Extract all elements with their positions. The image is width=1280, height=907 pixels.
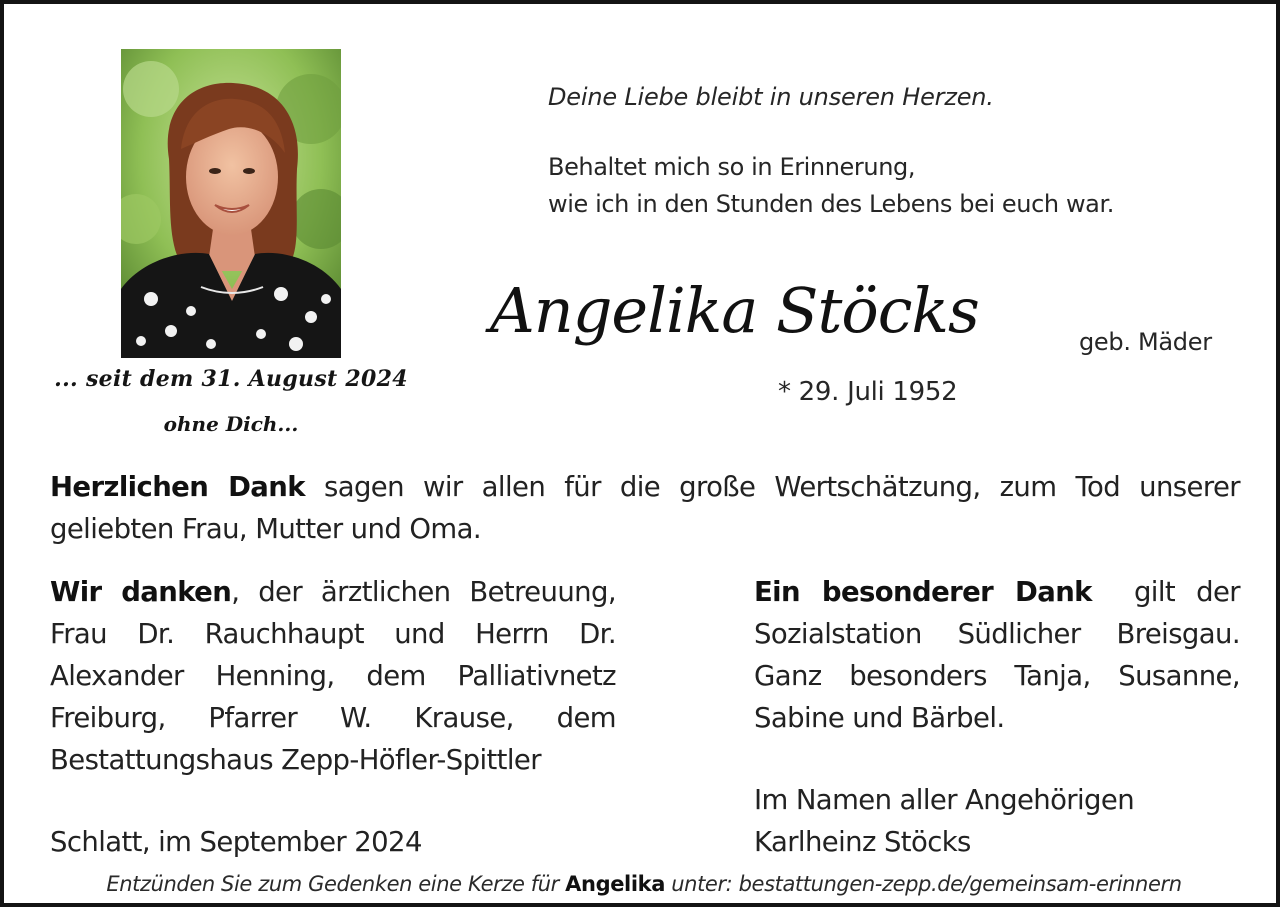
left-line-1: Wir danken, der ärztlichen Betreuung,: [50, 576, 616, 608]
left-line-3: Alexander Henning, dem Palliativnetz: [50, 660, 616, 692]
right-line-4: Sabine und Bärbel.: [754, 702, 1005, 734]
quote-line-2a: Behaltet mich so in Erinnerung,: [548, 153, 916, 181]
quote-line-2b: wie ich in den Stunden des Lebens bei euch war.: [548, 190, 1114, 218]
signoff: [754, 779, 1134, 863]
quote-line-1: Deine Liebe bleibt in unseren Herzen.: [548, 83, 994, 111]
right-thanks-column: [754, 571, 1240, 739]
left-line-5: Bestattungshaus Zepp-Höfler-Spittler: [50, 744, 541, 776]
thanks-heading: Herzlichen Dank: [50, 471, 305, 503]
birth-date: * 29. Juli 1952: [778, 377, 958, 407]
death-date-line: ... seit dem 31. August 2024: [54, 366, 408, 392]
right-line-2: Sozialstation Südlicher Breisgau.: [754, 618, 1240, 650]
candle-footer: [4, 872, 1280, 896]
left-line-4: Freiburg, Pfarrer W. Krause, dem: [50, 702, 616, 734]
footer-name: Angelika: [565, 872, 665, 896]
maiden-name: geb. Mäder: [1079, 328, 1212, 356]
place-date: Schlatt, im September 2024: [50, 826, 422, 858]
signoff-line-2: Karlheinz Stöcks: [754, 826, 971, 858]
right-line-1: Ein besonderer Dank gilt der: [754, 576, 1240, 608]
without-you-line: ohne Dich...: [163, 412, 299, 436]
thanks-text: sagen wir allen für die große Wertschätzung, zum Tod unserer geliebten Frau, Mutter und Oma.: [50, 471, 1240, 545]
quote-block: [548, 149, 1114, 223]
deceased-name: Angelika Stöcks: [490, 274, 979, 347]
footer-before: Entzünden Sie zum Gedenken eine Kerze für: [106, 872, 559, 896]
portrait-photo: [121, 49, 341, 358]
left-heading: Wir danken: [50, 576, 232, 608]
portrait-icon: [121, 49, 341, 358]
left-line-2: Frau Dr. Rauchhaupt und Herrn Dr.: [50, 618, 616, 650]
thanks-paragraph: [50, 466, 1240, 550]
footer-link: unter: bestattungen-zepp.de/gemeinsam-erinnern: [671, 872, 1182, 896]
right-heading: Ein besonderer Dank: [754, 576, 1092, 608]
signoff-line-1: Im Namen aller Angehörigen: [754, 784, 1135, 816]
left-thanks-column: [50, 571, 616, 781]
right-line-3: Ganz besonders Tanja, Susanne,: [754, 660, 1240, 692]
